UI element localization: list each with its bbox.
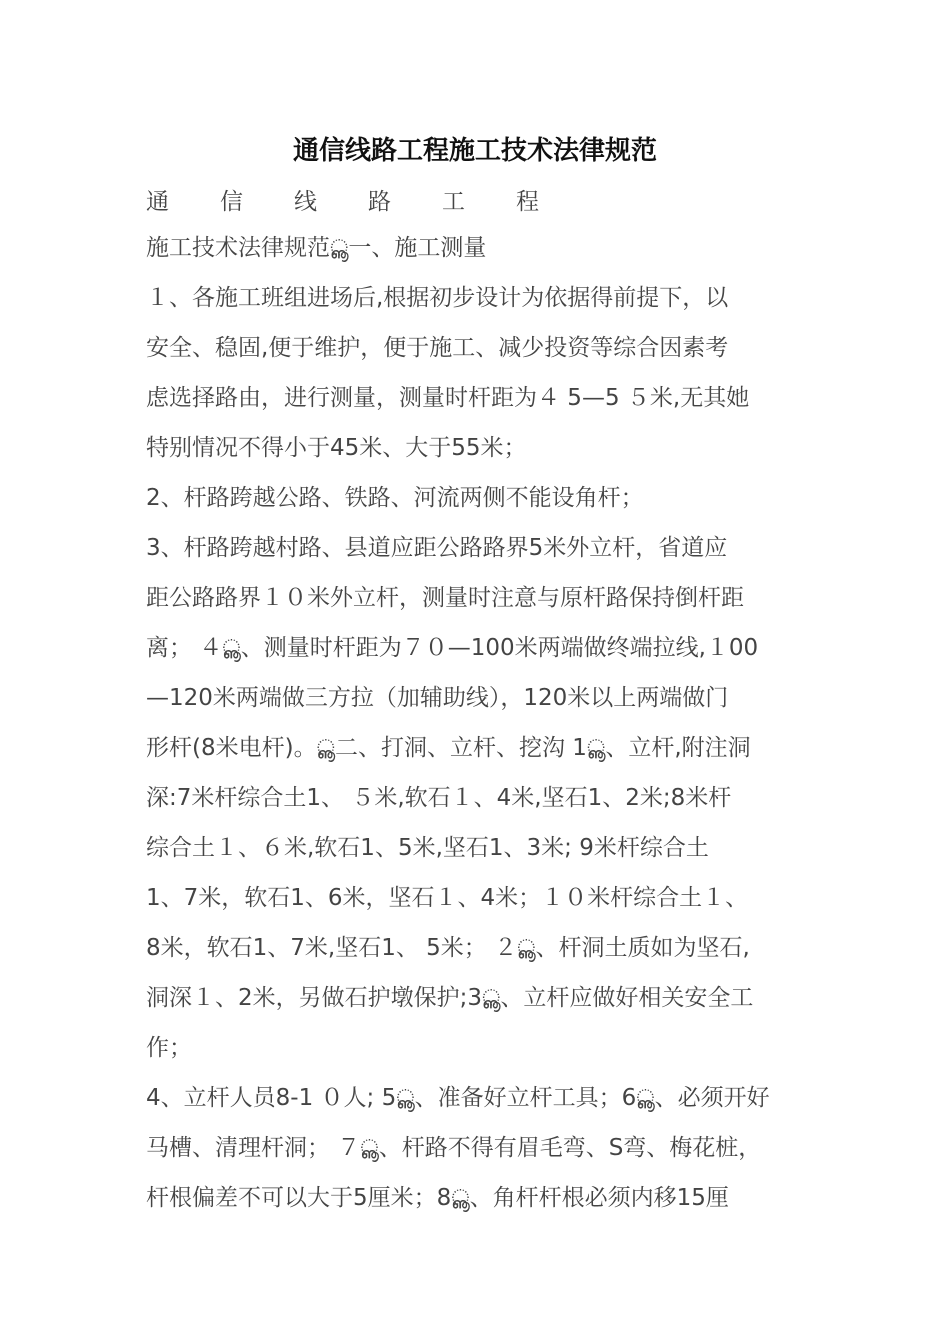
- body-line: 洞深１、2米，另做石护墩保护;3ൣ、立杆应做好相关安全工: [146, 985, 754, 1011]
- body-line: 作；: [146, 1035, 192, 1061]
- body-line: 安全、稳固,便于维护，便于施工、减少投资等综合因素考: [146, 335, 729, 361]
- body-line: 1、7米，软石1、6米，坚石１、4米；１０米杆综合土１、: [146, 885, 749, 911]
- body-line: 马槽、清理杆洞； ７ൣ、杆路不得有眉毛弯、S弯、梅花桩，: [146, 1135, 762, 1161]
- spaced-heading-char: 路: [368, 189, 391, 215]
- body-line: 深:7米杆综合土1、 ５米,软石１、4米,坚石1、2米;8米杆: [146, 785, 732, 811]
- body-line: 形杆(8米电杆)。ൣ二、打洞、立杆、挖沟 1ൣ、立杆,附注洞: [146, 735, 751, 761]
- body-line: 杆根偏差不可以大于5厘米；8ൣ、角杆杆根必须内移15厘: [146, 1185, 729, 1211]
- body-line: 8米，软石1、7米,坚石1、 5米； ２ൣ、杆洞土质如为坚石,: [146, 935, 750, 961]
- body-line: 3、杆路跨越村路、县道应距公路路界5米外立杆，省道应: [146, 535, 728, 561]
- spaced-heading-char: 通: [146, 189, 169, 215]
- body-line: 特别情况不得小于45米、大于55米；: [146, 435, 527, 461]
- body-line: 施工技术法律规范ൣ一、施工测量: [146, 235, 487, 261]
- body-line: 综合土１、６米,软石1、5米,坚石1、3米; 9米杆综合土: [146, 835, 709, 861]
- document-title: 通信线路工程施工技术法律规范: [292, 136, 657, 166]
- body-line: —120米两端做三方拉（加辅助线），120米以上两端做门: [146, 685, 729, 711]
- body-line: 虑选择路由，进行测量，测量时杆距为４ 5—5 ５米,无其她: [146, 385, 750, 411]
- spaced-heading-char: 线: [294, 189, 317, 215]
- body-line: 距公路路界１０米外立杆，测量时注意与原杆路保持倒杆距: [146, 585, 744, 611]
- spaced-heading-char: 工: [442, 189, 465, 215]
- body-line: 离； ４ൣ、测量时杆距为７０—100米两端做终端拉线,１00: [146, 635, 759, 661]
- spaced-heading: [146, 183, 590, 216]
- body-line: 4、立杆人员8-1 ０人; 5ൣ、准备好立杆工具；6ൣ、必须开好: [146, 1085, 770, 1111]
- body-line: １、各施工班组进场后,根据初步设计为依据得前提下，以: [146, 285, 729, 311]
- spaced-heading-char: 程: [516, 189, 539, 215]
- body-line: 2、杆路跨越公路、铁路、河流两侧不能设角杆；: [146, 485, 644, 511]
- spaced-heading-char: 信: [220, 189, 243, 215]
